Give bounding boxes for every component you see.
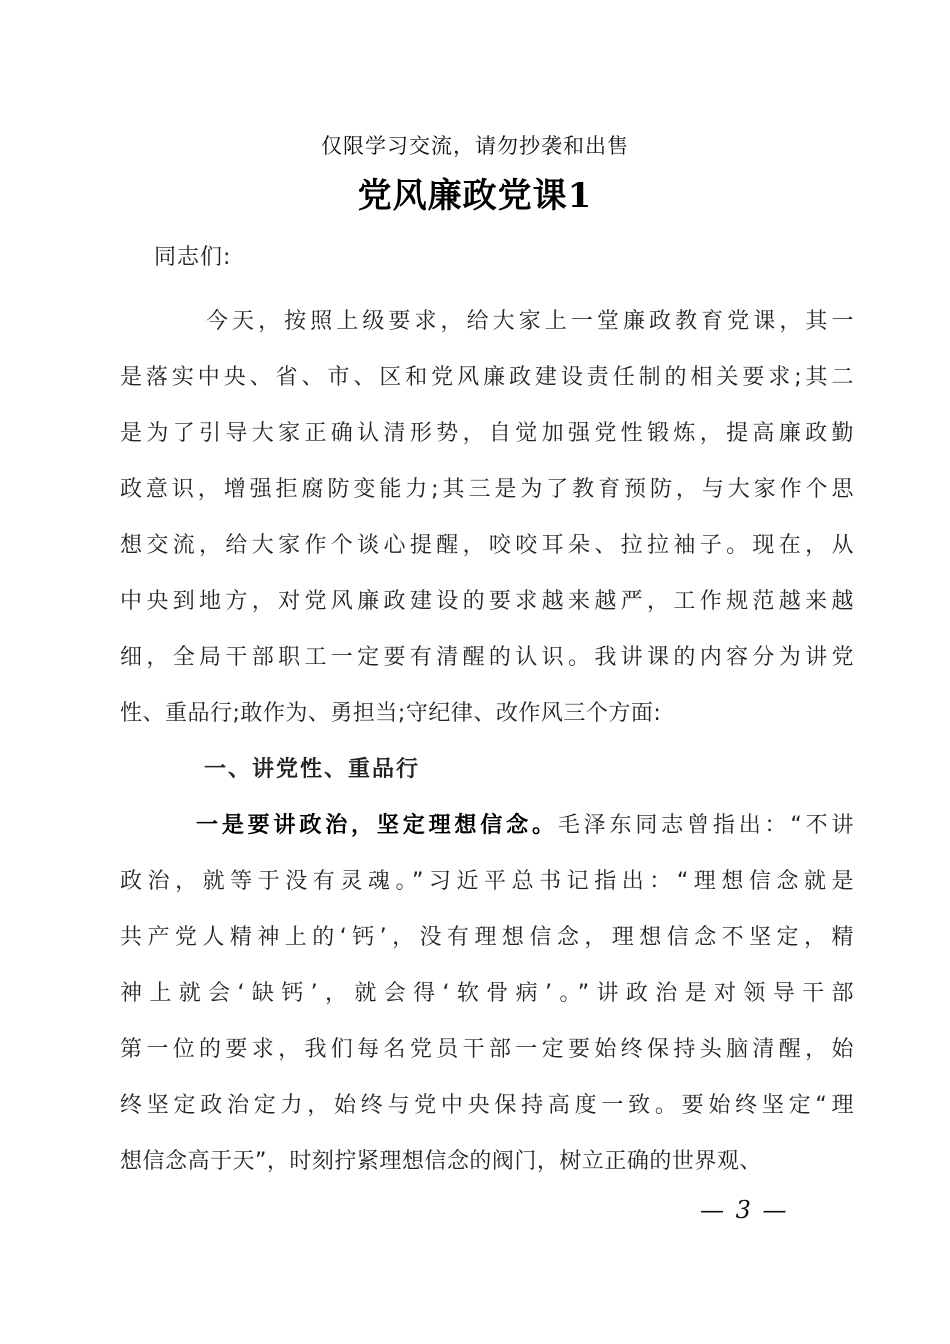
paragraph-line: 终坚定政治定力，始终与党中央保持高度一致。要始终坚定“理 (120, 1093, 854, 1118)
document-body (120, 230, 854, 1190)
paragraph-line: 细，全局干部职工一定要有清醒的认识。我讲课的内容分为讲党 (120, 645, 854, 670)
paragraph-line: 是落实中央、省、市、区和党风廉政建设责任制的相关要求;其二 (120, 365, 854, 390)
salutation: 同志们: (154, 245, 232, 270)
paragraph-line: 今天，按照上级要求，给大家上一堂廉政教育党课，其一 (206, 309, 854, 334)
paragraph-line: 共产党人精神上的‘钙’，没有理想信念，理想信念不坚定，精 (120, 925, 854, 950)
section-heading: 一、讲党性、重品行 (204, 757, 421, 782)
paragraph-lead: 一是要讲政治，坚定理想信念。 (196, 813, 558, 838)
paragraph-line (120, 798, 854, 854)
paragraph-line: 是为了引导大家正确认清形势，自觉加强党性锻炼，提高廉政勤 (120, 421, 854, 446)
paragraph-line: 想信念高于天”，时刻拧紧理想信念的阀门，树立正确的世界观、 (120, 1149, 762, 1174)
paragraph-politics (120, 798, 854, 1190)
paragraph-text: 毛泽东同志曾指出：“不讲 (557, 813, 854, 838)
paragraph-line: 想交流，给大家作个谈心提醒，咬咬耳朵、拉拉袖子。现在，从 (120, 533, 854, 558)
page-number: — 3 — (700, 1196, 789, 1224)
paragraph-intro (120, 294, 854, 742)
paragraph-line: 性、重品行;敢作为、勇担当;守纪律、改作风三个方面: (120, 701, 662, 726)
paragraph-line: 中央到地方，对党风廉政建设的要求越来越严，工作规范越来越 (120, 589, 854, 614)
document-title: 党风廉政党课1 (357, 176, 593, 216)
paragraph-line: 政意识，增强拒腐防变能力;其三是为了教育预防，与大家作个思 (120, 477, 854, 502)
paragraph-line: 神上就会‘缺钙’，就会得‘软骨病’。”讲政治是对领导干部 (120, 981, 854, 1006)
paragraph-line: 政治，就等于没有灵魂。”习近平总书记指出：“理想信念就是 (120, 869, 854, 894)
paragraph-line: 第一位的要求，我们每名党员干部一定要始终保持头脑清醒，始 (120, 1037, 854, 1062)
copyright-notice: 仅限学习交流，请勿抄袭和出售 (321, 134, 629, 158)
